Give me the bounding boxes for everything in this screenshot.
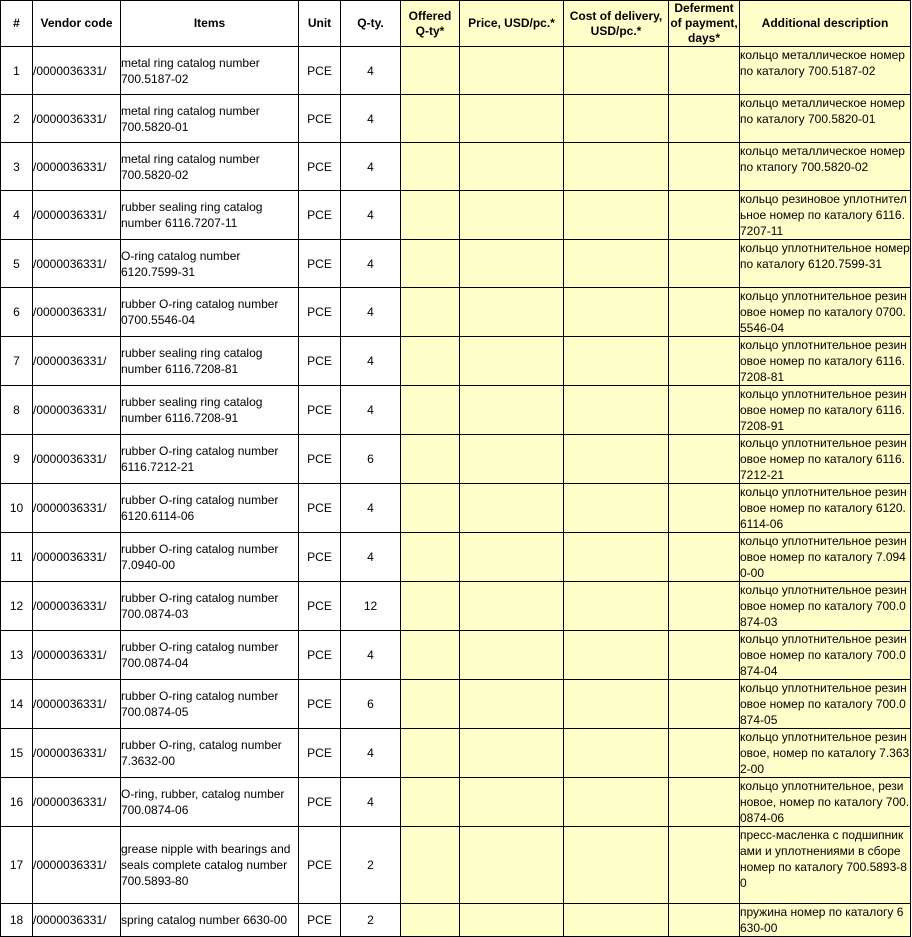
qty-cell: 4 — [341, 778, 401, 827]
row-number: 9 — [1, 435, 33, 484]
delivery-cost-cell[interactable] — [564, 484, 669, 533]
offered-qty-cell[interactable] — [401, 680, 460, 729]
additional-description-cell: кольцо уплотнительное резиновое номер по каталогу 700.0874-03 — [740, 582, 911, 631]
table-row — [1, 191, 911, 240]
qty-cell: 4 — [341, 533, 401, 582]
header-vendor-code: Vendor code — [33, 1, 121, 47]
table-row — [1, 47, 911, 95]
item-cell: rubber O-ring catalog number 700.0874-04 — [121, 631, 299, 680]
header-unit: Unit — [299, 1, 341, 47]
offered-qty-cell[interactable] — [401, 143, 460, 191]
deferment-cell[interactable] — [669, 288, 740, 337]
additional-description-cell: кольцо уплотнительное резиновое номер по каталогу 6116.7208-81 — [740, 337, 911, 386]
deferment-cell[interactable] — [669, 680, 740, 729]
row-number: 1 — [1, 47, 33, 95]
delivery-cost-cell[interactable] — [564, 827, 669, 904]
additional-description-cell: кольцо уплотнительное резиновое номер по каталогу 6120.6114-06 — [740, 484, 911, 533]
vendor-code-cell: /0000036331/ — [33, 288, 121, 337]
table-row — [1, 435, 911, 484]
row-number: 8 — [1, 386, 33, 435]
table-row — [1, 143, 911, 191]
price-cell[interactable] — [460, 240, 564, 288]
vendor-code-cell: /0000036331/ — [33, 386, 121, 435]
qty-cell: 4 — [341, 47, 401, 95]
qty-cell: 2 — [341, 827, 401, 904]
delivery-cost-cell[interactable] — [564, 337, 669, 386]
header-row — [1, 1, 911, 47]
unit-cell: PCE — [299, 435, 341, 484]
deferment-cell[interactable] — [669, 827, 740, 904]
vendor-code-cell: /0000036331/ — [33, 631, 121, 680]
price-cell[interactable] — [460, 386, 564, 435]
header-num: # — [1, 1, 33, 47]
price-cell[interactable] — [460, 582, 564, 631]
qty-cell: 4 — [341, 631, 401, 680]
unit-cell: PCE — [299, 386, 341, 435]
additional-description-cell: кольцо металлическое номер по каталогу 700.5187-02 — [740, 47, 911, 95]
header-additional-description: Additional description — [740, 1, 911, 47]
price-cell[interactable] — [460, 337, 564, 386]
row-number: 5 — [1, 240, 33, 288]
vendor-code-cell: /0000036331/ — [33, 191, 121, 240]
offered-qty-cell[interactable] — [401, 95, 460, 143]
item-cell: O-ring catalog number 6120.7599-31 — [121, 240, 299, 288]
unit-cell: PCE — [299, 288, 341, 337]
additional-description-cell: кольцо металлическое номер по каталогу 700.5820-01 — [740, 95, 911, 143]
unit-cell: PCE — [299, 729, 341, 778]
row-number: 17 — [1, 827, 33, 904]
deferment-cell[interactable] — [669, 191, 740, 240]
offered-qty-cell[interactable] — [401, 191, 460, 240]
table-row — [1, 729, 911, 778]
delivery-cost-cell[interactable] — [564, 778, 669, 827]
item-cell: O-ring, rubber, catalog number 700.0874-06 — [121, 778, 299, 827]
qty-cell: 6 — [341, 435, 401, 484]
unit-cell: PCE — [299, 680, 341, 729]
table-row — [1, 827, 911, 904]
offered-qty-cell[interactable] — [401, 240, 460, 288]
header-payment-deferment: Deferment of payment, days* — [670, 1, 738, 45]
unit-cell: PCE — [299, 143, 341, 191]
row-number: 3 — [1, 143, 33, 191]
offered-qty-cell[interactable] — [401, 386, 460, 435]
vendor-code-cell: /0000036331/ — [33, 47, 121, 95]
vendor-code-cell: /0000036331/ — [33, 533, 121, 582]
deferment-cell[interactable] — [669, 435, 740, 484]
delivery-cost-cell[interactable] — [564, 582, 669, 631]
unit-cell: PCE — [299, 47, 341, 95]
deferment-cell[interactable] — [669, 904, 740, 937]
additional-description-cell: пресс-масленка с подшипниками и уплотнениями в сборе номер по каталогу 700.5893-80 — [740, 827, 911, 904]
offered-qty-cell[interactable] — [401, 631, 460, 680]
delivery-cost-cell[interactable] — [564, 631, 669, 680]
qty-cell: 6 — [341, 680, 401, 729]
additional-description-cell: пружина номер по каталогу 6630-00 — [740, 904, 911, 937]
unit-cell: PCE — [299, 191, 341, 240]
offered-qty-cell[interactable] — [401, 533, 460, 582]
offered-qty-cell[interactable] — [401, 288, 460, 337]
item-cell: rubber O-ring, catalog number 7.3632-00 — [121, 729, 299, 778]
additional-description-cell: кольцо уплотнительное резиновое номер по каталогу 700.0874-04 — [740, 631, 911, 680]
additional-description-cell: кольцо уплотнительное резиновое номер по каталогу 6116.7208-91 — [740, 386, 911, 435]
price-cell[interactable] — [460, 435, 564, 484]
price-cell[interactable] — [460, 47, 564, 95]
price-cell[interactable] — [460, 288, 564, 337]
item-cell: metal ring catalog number 700.5187-02 — [121, 47, 299, 95]
row-number: 13 — [1, 631, 33, 680]
additional-description-cell: кольцо уплотнительное резиновое номер по каталогу 700.0874-05 — [740, 680, 911, 729]
price-cell[interactable] — [460, 631, 564, 680]
vendor-code-cell: /0000036331/ — [33, 337, 121, 386]
offered-qty-cell[interactable] — [401, 904, 460, 937]
deferment-cell[interactable] — [669, 582, 740, 631]
delivery-cost-cell[interactable] — [564, 533, 669, 582]
deferment-cell[interactable] — [669, 240, 740, 288]
qty-cell: 4 — [341, 143, 401, 191]
deferment-cell[interactable] — [669, 631, 740, 680]
item-cell: spring catalog number 6630-00 — [121, 904, 299, 937]
vendor-code-cell: /0000036331/ — [33, 904, 121, 937]
unit-cell: PCE — [299, 827, 341, 904]
row-number: 18 — [1, 904, 33, 937]
table-row — [1, 288, 911, 337]
qty-cell: 4 — [341, 240, 401, 288]
delivery-cost-cell[interactable] — [564, 47, 669, 95]
additional-description-cell: кольцо уплотнительное резиновое номер по каталогу 7.0940-00 — [740, 533, 911, 582]
unit-cell: PCE — [299, 533, 341, 582]
delivery-cost-cell[interactable] — [564, 240, 669, 288]
row-number: 6 — [1, 288, 33, 337]
row-number: 15 — [1, 729, 33, 778]
vendor-code-cell: /0000036331/ — [33, 484, 121, 533]
table-row — [1, 95, 911, 143]
vendor-code-cell: /0000036331/ — [33, 143, 121, 191]
header-qty: Q-ty. — [341, 1, 401, 47]
table-row — [1, 778, 911, 827]
item-cell: rubber O-ring catalog number 7.0940-00 — [121, 533, 299, 582]
delivery-cost-cell[interactable] — [564, 95, 669, 143]
additional-description-cell: кольцо уплотнительное резиновое номер по каталогу 6116.7212-21 — [740, 435, 911, 484]
unit-cell: PCE — [299, 904, 341, 937]
table-row — [1, 680, 911, 729]
offered-qty-cell[interactable] — [401, 827, 460, 904]
additional-description-cell: кольцо резиновое уплотнительное номер по каталогу 6116.7207-11 — [740, 191, 911, 240]
unit-cell: PCE — [299, 337, 341, 386]
row-number: 7 — [1, 337, 33, 386]
row-number: 12 — [1, 582, 33, 631]
vendor-code-cell: /0000036331/ — [33, 435, 121, 484]
deferment-cell[interactable] — [669, 386, 740, 435]
vendor-code-cell: /0000036331/ — [33, 729, 121, 778]
offered-qty-cell[interactable] — [401, 778, 460, 827]
qty-cell: 4 — [341, 484, 401, 533]
qty-cell: 2 — [341, 904, 401, 937]
qty-cell: 4 — [341, 191, 401, 240]
table-row — [1, 533, 911, 582]
deferment-cell[interactable] — [669, 729, 740, 778]
header-delivery-cost: Cost of delivery, USD/pc.* — [564, 1, 669, 47]
row-number: 16 — [1, 778, 33, 827]
table-row — [1, 631, 911, 680]
vendor-code-cell: /0000036331/ — [33, 680, 121, 729]
additional-description-cell: кольцо уплотнительное резиновое, номер по каталогу 7.3632-00 — [740, 730, 910, 776]
additional-description-cell: кольцо уплотнительное, резиновое, номер по каталогу 700.0874-06 — [740, 779, 910, 825]
table-row — [1, 904, 911, 937]
offered-qty-cell[interactable] — [401, 729, 460, 778]
header-price: Price, USD/pc.* — [460, 1, 564, 47]
price-cell[interactable] — [460, 191, 564, 240]
deferment-cell[interactable] — [669, 337, 740, 386]
qty-cell: 12 — [341, 582, 401, 631]
delivery-cost-cell[interactable] — [564, 729, 669, 778]
item-cell: metal ring catalog number 700.5820-01 — [121, 95, 299, 143]
qty-cell: 4 — [341, 95, 401, 143]
vendor-code-cell: /0000036331/ — [33, 240, 121, 288]
vendor-code-cell: /0000036331/ — [33, 582, 121, 631]
unit-cell: PCE — [299, 240, 341, 288]
item-cell: rubber O-ring catalog number 700.0874-05 — [121, 680, 299, 729]
price-cell[interactable] — [460, 95, 564, 143]
qty-cell: 4 — [341, 288, 401, 337]
header-items: Items — [121, 1, 299, 47]
item-cell: rubber sealing ring catalog number 6116.7208-91 — [121, 386, 299, 435]
table-row — [1, 337, 911, 386]
qty-cell: 4 — [341, 337, 401, 386]
item-cell: rubber O-ring catalog number 700.0874-03 — [121, 582, 299, 631]
unit-cell: PCE — [299, 778, 341, 827]
offered-qty-cell[interactable] — [401, 484, 460, 533]
delivery-cost-cell[interactable] — [564, 143, 669, 191]
deferment-cell[interactable] — [669, 484, 740, 533]
delivery-cost-cell[interactable] — [564, 191, 669, 240]
table-row — [1, 240, 911, 288]
additional-description-cell: кольцо уплотнительное резиновое номер по каталогу 0700.5546-04 — [740, 288, 911, 337]
vendor-code-cell: /0000036331/ — [33, 95, 121, 143]
header-offered-qty: Offered Q-ty* — [401, 1, 460, 47]
item-cell: rubber sealing ring catalog number 6116.7207-11 — [121, 191, 299, 240]
delivery-cost-cell[interactable] — [564, 386, 669, 435]
price-cell[interactable] — [460, 680, 564, 729]
row-number: 14 — [1, 680, 33, 729]
price-cell[interactable] — [460, 729, 564, 778]
deferment-cell[interactable] — [669, 533, 740, 582]
unit-cell: PCE — [299, 582, 341, 631]
row-number: 11 — [1, 533, 33, 582]
offered-qty-cell[interactable] — [401, 337, 460, 386]
offered-qty-cell[interactable] — [401, 582, 460, 631]
deferment-cell[interactable] — [669, 778, 740, 827]
delivery-cost-cell[interactable] — [564, 904, 669, 937]
additional-description-cell: кольцо уплотнительное номер по каталогу 6120.7599-31 — [740, 240, 911, 288]
unit-cell: PCE — [299, 95, 341, 143]
row-number: 4 — [1, 191, 33, 240]
additional-description-cell: кольцо металлическое номер по ктапогу 700.5820-02 — [740, 143, 911, 191]
unit-cell: PCE — [299, 631, 341, 680]
price-cell[interactable] — [460, 827, 564, 904]
price-cell[interactable] — [460, 904, 564, 937]
unit-cell: PCE — [299, 484, 341, 533]
price-cell[interactable] — [460, 533, 564, 582]
item-cell: rubber O-ring catalog number 0700.5546-04 — [121, 288, 299, 337]
item-cell: grease nipple with bearings and seals complete catalog number 700.5893-80 — [121, 827, 299, 904]
price-cell[interactable] — [460, 143, 564, 191]
item-cell: metal ring catalog number 700.5820-02 — [121, 143, 299, 191]
vendor-code-cell: /0000036331/ — [33, 827, 121, 904]
row-number: 2 — [1, 95, 33, 143]
offered-qty-cell[interactable] — [401, 435, 460, 484]
delivery-cost-cell[interactable] — [564, 288, 669, 337]
row-number: 10 — [1, 484, 33, 533]
item-cell: rubber O-ring catalog number 6116.7212-21 — [121, 435, 299, 484]
table-row — [1, 484, 911, 533]
qty-cell: 4 — [341, 386, 401, 435]
table-row — [1, 386, 911, 435]
item-cell: rubber O-ring catalog number 6120.6114-06 — [121, 484, 299, 533]
delivery-cost-cell[interactable] — [564, 435, 669, 484]
deferment-cell[interactable] — [669, 95, 740, 143]
delivery-cost-cell[interactable] — [564, 680, 669, 729]
deferment-cell[interactable] — [669, 143, 740, 191]
deferment-cell[interactable] — [669, 47, 740, 95]
vendor-code-cell: /0000036331/ — [33, 778, 121, 827]
price-cell[interactable] — [460, 778, 564, 827]
price-cell[interactable] — [460, 484, 564, 533]
qty-cell: 4 — [341, 729, 401, 778]
table-row — [1, 582, 911, 631]
offered-qty-cell[interactable] — [401, 47, 460, 95]
item-cell: rubber sealing ring catalog number 6116.7208-81 — [121, 337, 299, 386]
